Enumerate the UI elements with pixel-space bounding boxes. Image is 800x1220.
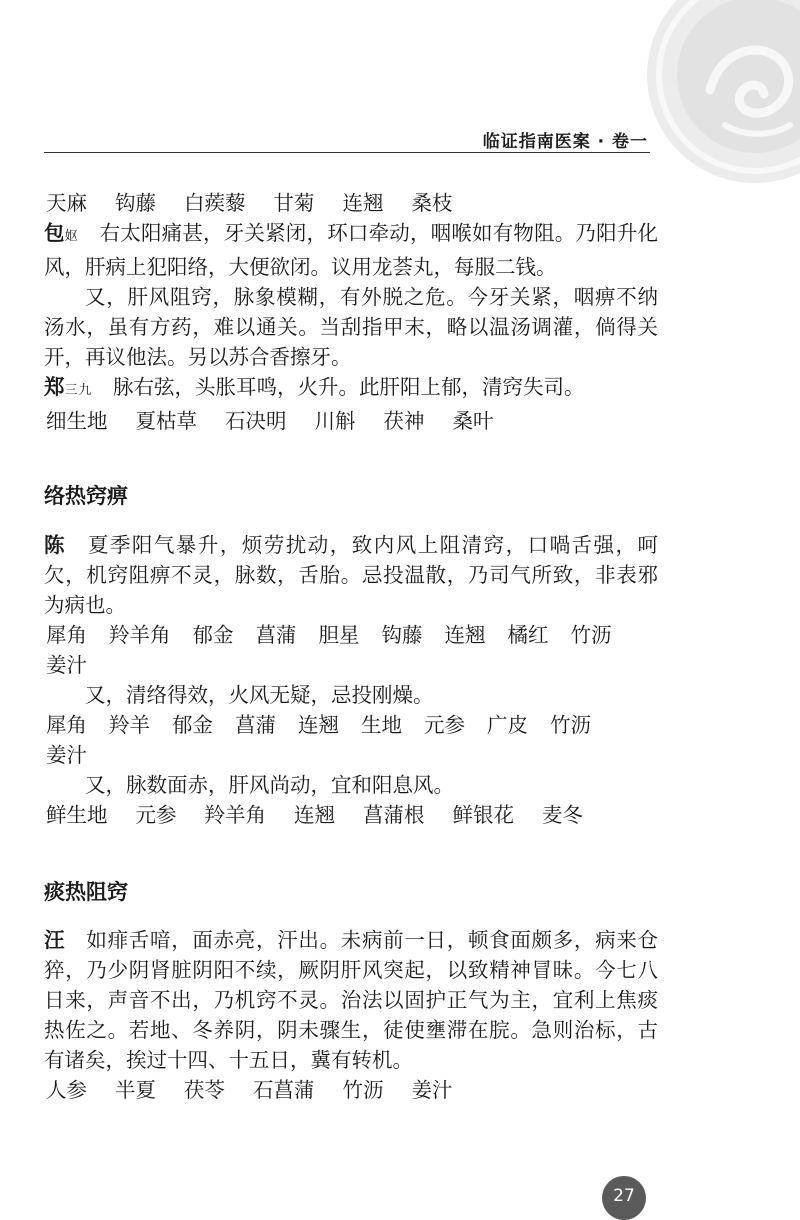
- page-number: 27: [602, 1176, 646, 1220]
- herb-list: [44, 800, 658, 830]
- herb-item: 竹沥: [550, 713, 591, 737]
- case-entry: [44, 372, 658, 406]
- herb-item: 姜汁: [46, 653, 87, 677]
- patient-name: 郑: [44, 375, 65, 399]
- herb-item: 广皮: [487, 713, 528, 737]
- case-entry: [44, 925, 658, 1075]
- patient-name: 汪: [44, 928, 66, 952]
- herb-item: 茯神: [383, 409, 425, 433]
- case-text: 脉右弦，头胀耳鸣，火升。此肝阳上郁，清窍失司。: [113, 375, 585, 399]
- herb-item: 麦冬: [542, 803, 583, 827]
- herb-item: 桑叶: [452, 409, 494, 433]
- case-text: 夏季阳气暴升，烦劳扰动，致内风上阻清窍，口喎舌强，呵欠，机窍阻痹不灵，脉数，舌胎。忌投温散，乃司气所致，非表邪为病也。: [44, 533, 659, 617]
- section-body: [44, 530, 658, 830]
- herb-item: 菖蒲: [255, 623, 297, 647]
- herb-item: 菖蒲根: [363, 803, 425, 827]
- intro-blocks: [44, 188, 658, 436]
- herb-item: 连翘: [298, 713, 339, 737]
- herb-item: 元参: [135, 803, 177, 827]
- herb-list: [44, 406, 658, 436]
- herb-item: 姜汁: [46, 743, 87, 767]
- herb-item: 钩藤: [115, 191, 156, 215]
- herb-item: 郁金: [192, 623, 234, 647]
- herb-item: 羚羊角: [204, 803, 266, 827]
- herb-item: 竹沥: [342, 1078, 384, 1102]
- herb-item: 连翘: [444, 623, 486, 647]
- case-followup: [44, 680, 658, 710]
- herb-item: 半夏: [115, 1078, 156, 1102]
- herb-item: 胆星: [318, 623, 360, 647]
- case-text: 又，脉数面赤，肝风尚动，宜和阳息风。: [85, 773, 454, 797]
- herb-item: 犀角: [46, 623, 87, 647]
- case-followup: [44, 770, 658, 800]
- herb-item: 橘红: [507, 623, 549, 647]
- herb-item: 夏枯草: [135, 409, 197, 433]
- case-entry: [44, 218, 658, 282]
- case-text: 右太阳痛甚，牙关紧闭，环口牵动，咽喉如有物阻。乃阳升化风，肝病上犯阳络，大便欲闭。议用龙荟丸，每服二钱。: [44, 221, 659, 279]
- herb-item: 钩藤: [381, 623, 423, 647]
- running-header-title: 临证指南医案 · 卷一: [482, 132, 648, 152]
- herb-item: 菖蒲: [235, 713, 276, 737]
- herb-item: 细生地: [46, 409, 108, 433]
- case-followup: [44, 282, 658, 372]
- section-body: [44, 925, 658, 1105]
- page-content: [44, 188, 658, 1105]
- case-text: 又，肝风阻窍，脉象模糊，有外脱之危。今牙关紧，咽痹不纳汤水，虽有方药，难以通关。当刮指甲末，略以温汤调灌，倘得关开，再议他法。另以苏合香擦牙。: [44, 285, 658, 369]
- patient-name: 陈: [44, 533, 66, 557]
- section-title: 痰热阻窍: [44, 880, 128, 904]
- herb-item: 白蒺藜: [184, 191, 246, 215]
- herb-item: 姜汁: [411, 1078, 453, 1102]
- herb-item: 羚羊角: [109, 623, 171, 647]
- herb-item: 茯苓: [184, 1078, 225, 1102]
- herb-item: 甘菊: [273, 191, 315, 215]
- herb-item: 鲜银花: [452, 803, 514, 827]
- herb-list: [44, 620, 658, 680]
- section-title: 络热窍痹: [44, 484, 128, 508]
- herb-item: 桑枝: [411, 191, 453, 215]
- herb-item: 天麻: [46, 191, 87, 215]
- herb-item: 人参: [46, 1078, 87, 1102]
- case-entry: [44, 530, 658, 620]
- case-text: 又，清络得效，火风无疑，忌投刚燥。: [85, 683, 434, 707]
- seal-emblem: [640, 0, 800, 190]
- patient-age: 三九: [64, 383, 93, 398]
- herb-item: 石决明: [225, 409, 287, 433]
- herb-list: [44, 188, 658, 218]
- herb-item: 鲜生地: [46, 803, 108, 827]
- case-text: 如痱舌喑，面赤亮，汗出。未病前一日，顿食面颇多，病来仓猝，乃少阴肾脏阴阳不续，厥阴肝风突起，以致精神冒昧。今七八日来，声音不出，乃机窍不灵。治法以固护正气为主，宜利上焦痰热佐之。若地、冬养阴，阴未骤生，徒使壅滞在脘。急则治标，古有诸矣，挨过十四、十五日，冀有转机。: [44, 928, 659, 1072]
- herb-item: 竹沥: [570, 623, 612, 647]
- header-rule: [44, 152, 650, 153]
- herb-item: 石菖蒲: [253, 1078, 315, 1102]
- herb-item: 连翘: [342, 191, 384, 215]
- herb-list: [44, 710, 658, 770]
- herb-item: 川斛: [314, 409, 356, 433]
- herb-item: 郁金: [172, 713, 213, 737]
- herb-item: 生地: [361, 713, 402, 737]
- patient-age: 妪: [64, 229, 79, 244]
- herb-item: 元参: [424, 713, 465, 737]
- herb-item: 连翘: [294, 803, 335, 827]
- patient-name: 包: [44, 221, 65, 245]
- herb-list: [44, 1075, 658, 1105]
- herb-item: 犀角: [46, 713, 87, 737]
- herb-item: 羚羊: [109, 713, 150, 737]
